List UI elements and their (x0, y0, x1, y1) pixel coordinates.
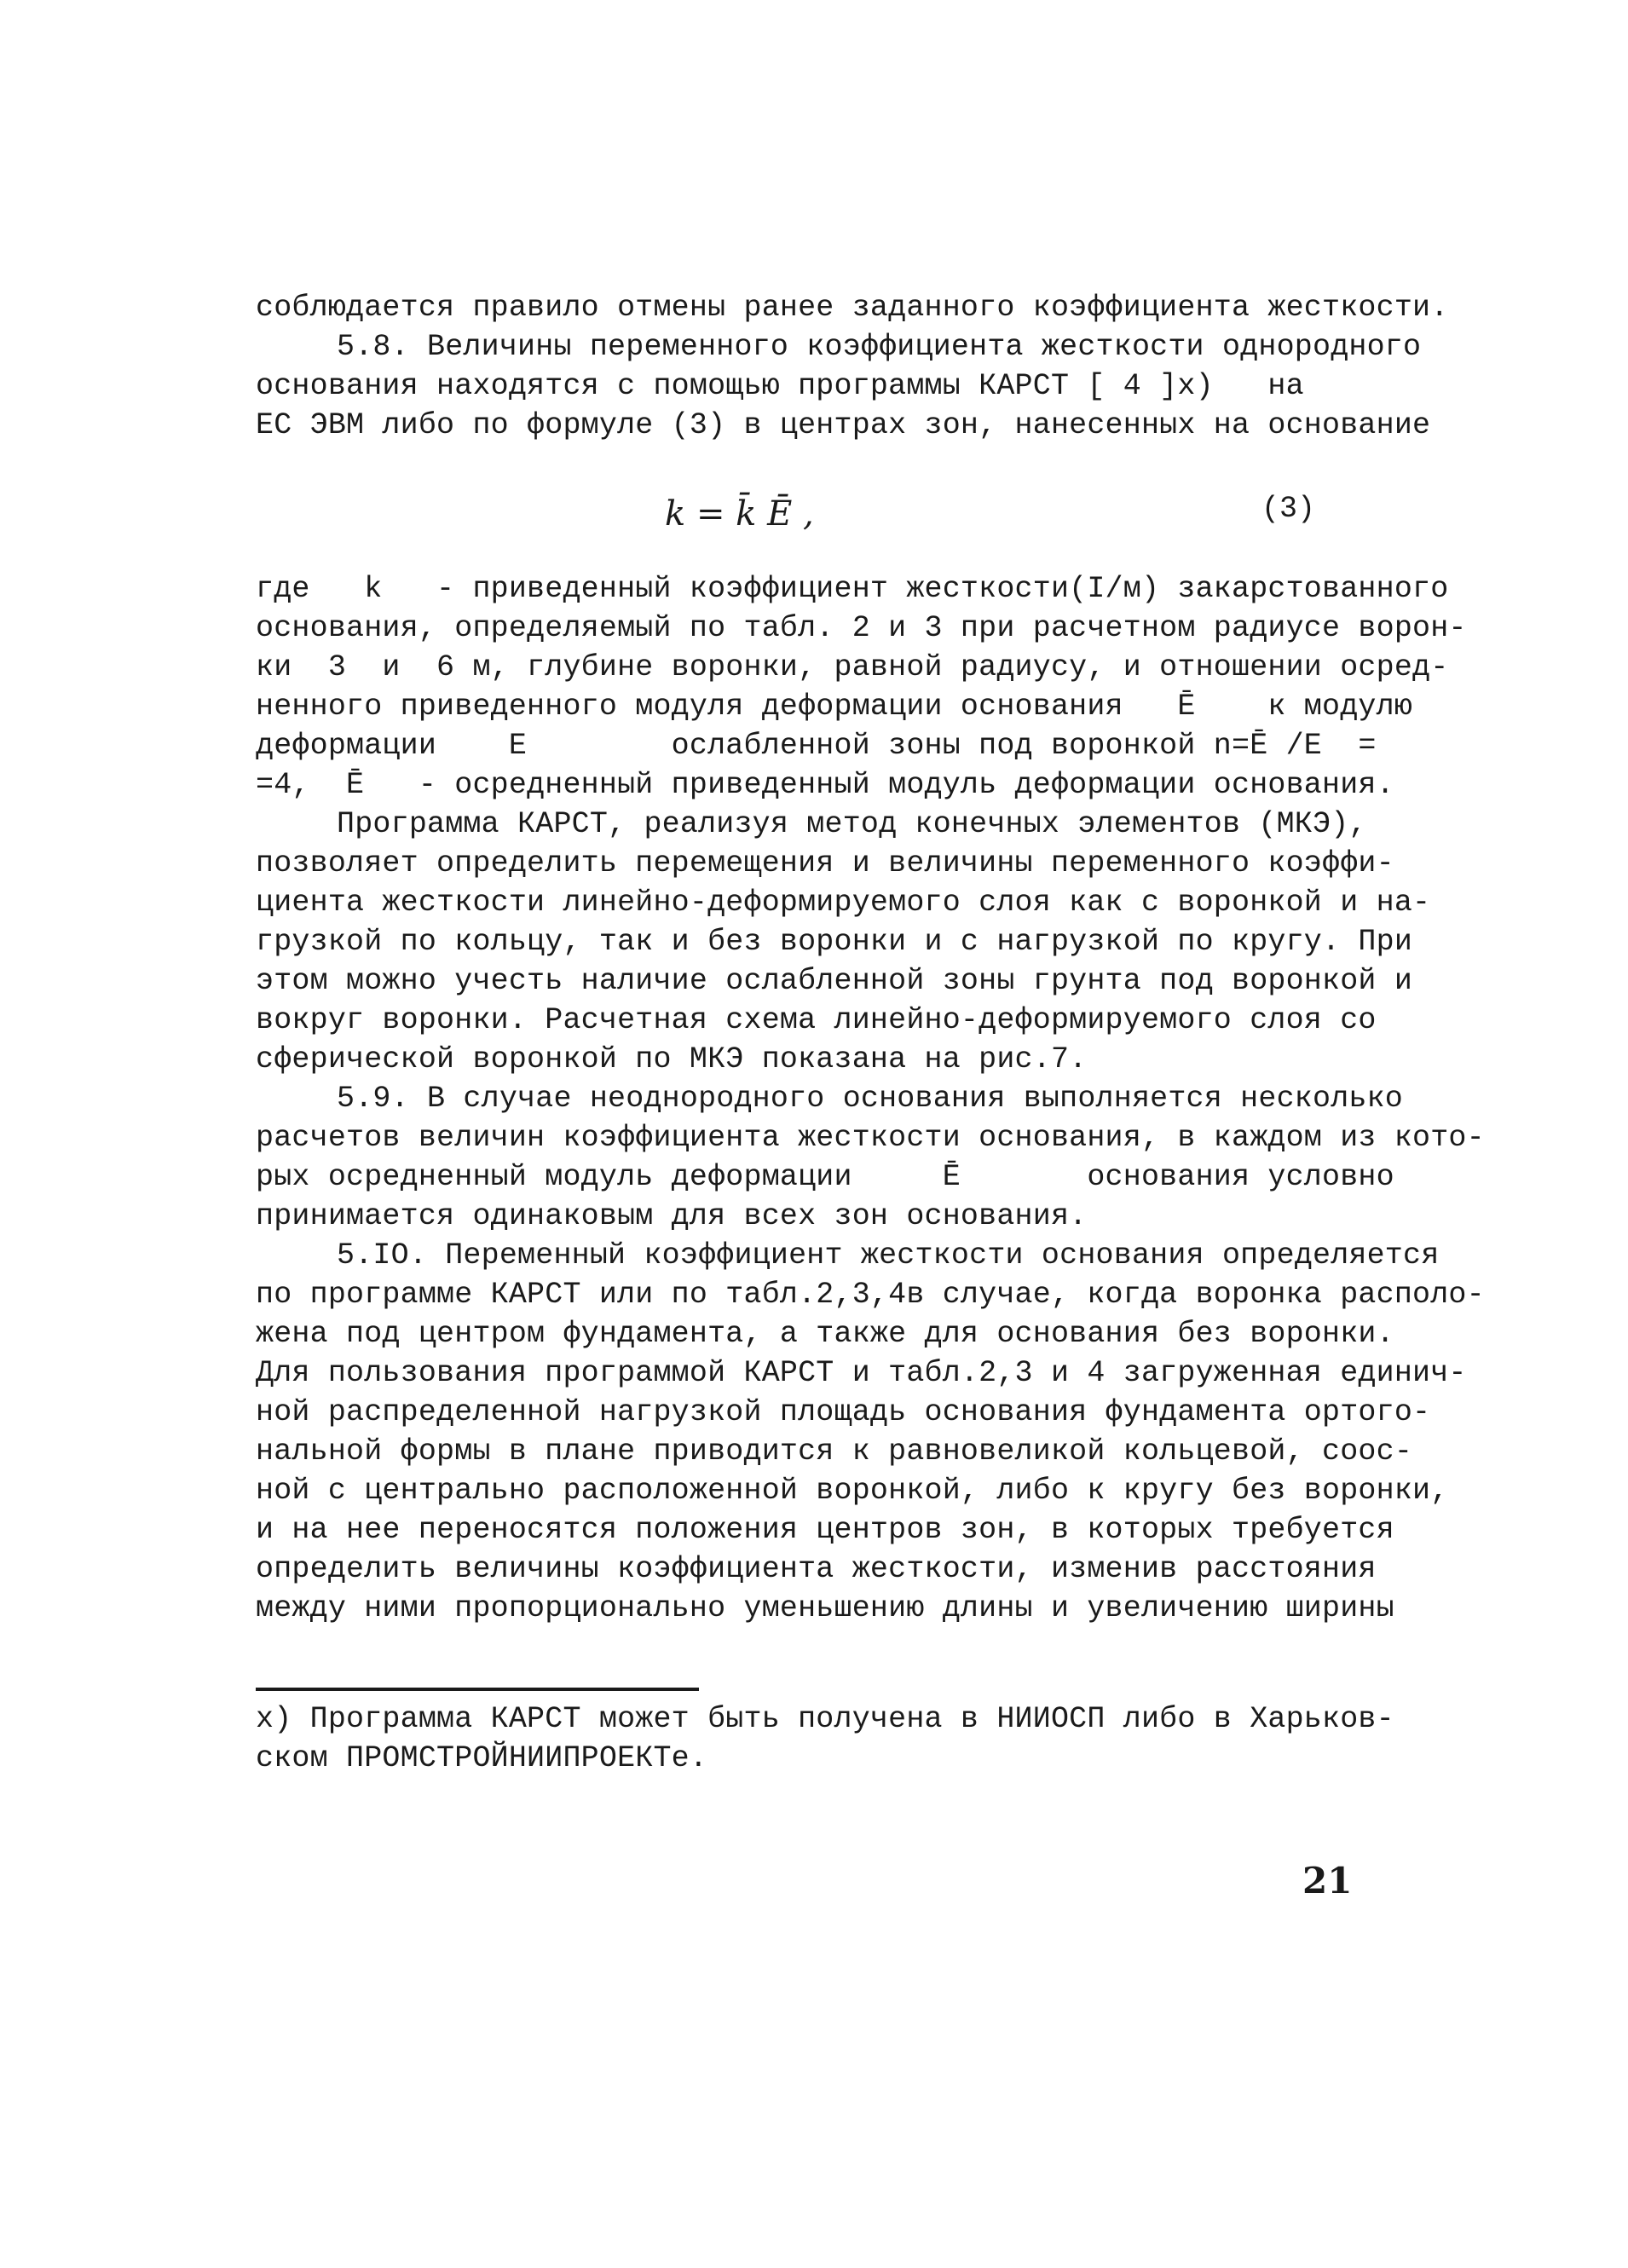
text-line: ки 3 и 6 м, глубине воронки, равной радиусу, и отношении осред- (256, 650, 1449, 684)
text-line: определить величины коэффициента жесткости, изменив расстояния (256, 1552, 1377, 1586)
text-line: ненного приведенного модуля деформации основания Ē к модулю (256, 690, 1413, 724)
text-line: жена под центром фундамента, а также для основания без воронки. (256, 1317, 1394, 1351)
text-line: основания, определяемый по табл. 2 и 3 при расчетном радиусе ворон- (256, 611, 1467, 645)
paragraph-5-8-heading: 5.8. Величины переменного коэффициента жесткости однородного (337, 330, 1422, 364)
text-line: соблюдается правило отмены ранее заданного коэффициента жесткости. (256, 291, 1449, 325)
text-line: Программа КАРСТ, реализуя метод конечных элементов (МКЭ), (337, 807, 1367, 841)
footnote: x) Программа КАРСТ может быть получена в НИИОСП либо в Харьков- (256, 1702, 1394, 1736)
paragraph-5-10-heading: 5.IO. Переменный коэффициент жесткости основания определяется (337, 1238, 1440, 1273)
footnote-divider (256, 1688, 699, 1691)
text-line: этом можно учесть наличие ослабленной зоны грунта под воронкой и (256, 964, 1413, 998)
text-line: расчетов величин коэффициента жесткости основания, в каждом из кото- (256, 1121, 1485, 1155)
text-line: =4, Ē - осредненный приведенный модуль деформации основания. (256, 768, 1394, 802)
page-number: 21 (1302, 1860, 1353, 1902)
text-line: вокруг воронки. Расчетная схема линейно-деформируемого слоя со (256, 1003, 1377, 1037)
footnote: ском ПРОМСТРОЙНИИПРОЕКТе. (256, 1741, 708, 1775)
text-line: между ними пропорционально уменьшению длины и увеличению ширины (256, 1591, 1394, 1625)
text-line: по программе КАРСТ или по табл.2,3,4в случае, когда воронка располо- (256, 1278, 1485, 1312)
text-line: ной с центрально расположенной воронкой, либо к кругу без воронки, (256, 1474, 1449, 1508)
text-line: деформации E ослабленной зоны под воронкой n=Ē /E = (256, 729, 1377, 763)
text-line: принимается одинаковым для всех зон основания. (256, 1199, 1088, 1233)
text-line: нальной формы в плане приводится к равновеликой кольцевой, соос- (256, 1434, 1413, 1469)
text-line: циента жесткости линейно-деформируемого слоя как с воронкой и на- (256, 886, 1431, 920)
formula: k = k̄ Ē , (665, 494, 814, 534)
text-line: ной распределенной нагрузкой площадь основания фундамента ортого- (256, 1395, 1431, 1429)
text-line: сферической воронкой по МКЭ показана на рис.7. (256, 1042, 1088, 1076)
text-line: основания находятся с помощью программы КАРСТ [ 4 ]x) на (256, 369, 1304, 403)
text-line: позволяет определить перемещения и величины переменного коэффи- (256, 846, 1394, 880)
text-line: где k - приведенный коэффициент жесткости(I/м) закарстованного (256, 572, 1449, 606)
text-line: рых осредненный модуль деформации Ē основания условно (256, 1160, 1394, 1194)
paragraph-5-9-heading: 5.9. В случае неоднородного основания выполняется несколько (337, 1082, 1404, 1116)
text-line: и на нее переносятся положения центров зон, в которых требуется (256, 1513, 1394, 1547)
text-line: грузкой по кольцу, так и без воронки и с нагрузкой по кругу. При (256, 925, 1413, 959)
text-line: ЕС ЭВМ либо по формуле (3) в центрах зон, нанесенных на основание (256, 408, 1431, 442)
formula-number: (3) (1261, 492, 1316, 526)
text-line: Для пользования программой КАРСТ и табл.2,3 и 4 загруженная единич- (256, 1356, 1467, 1390)
